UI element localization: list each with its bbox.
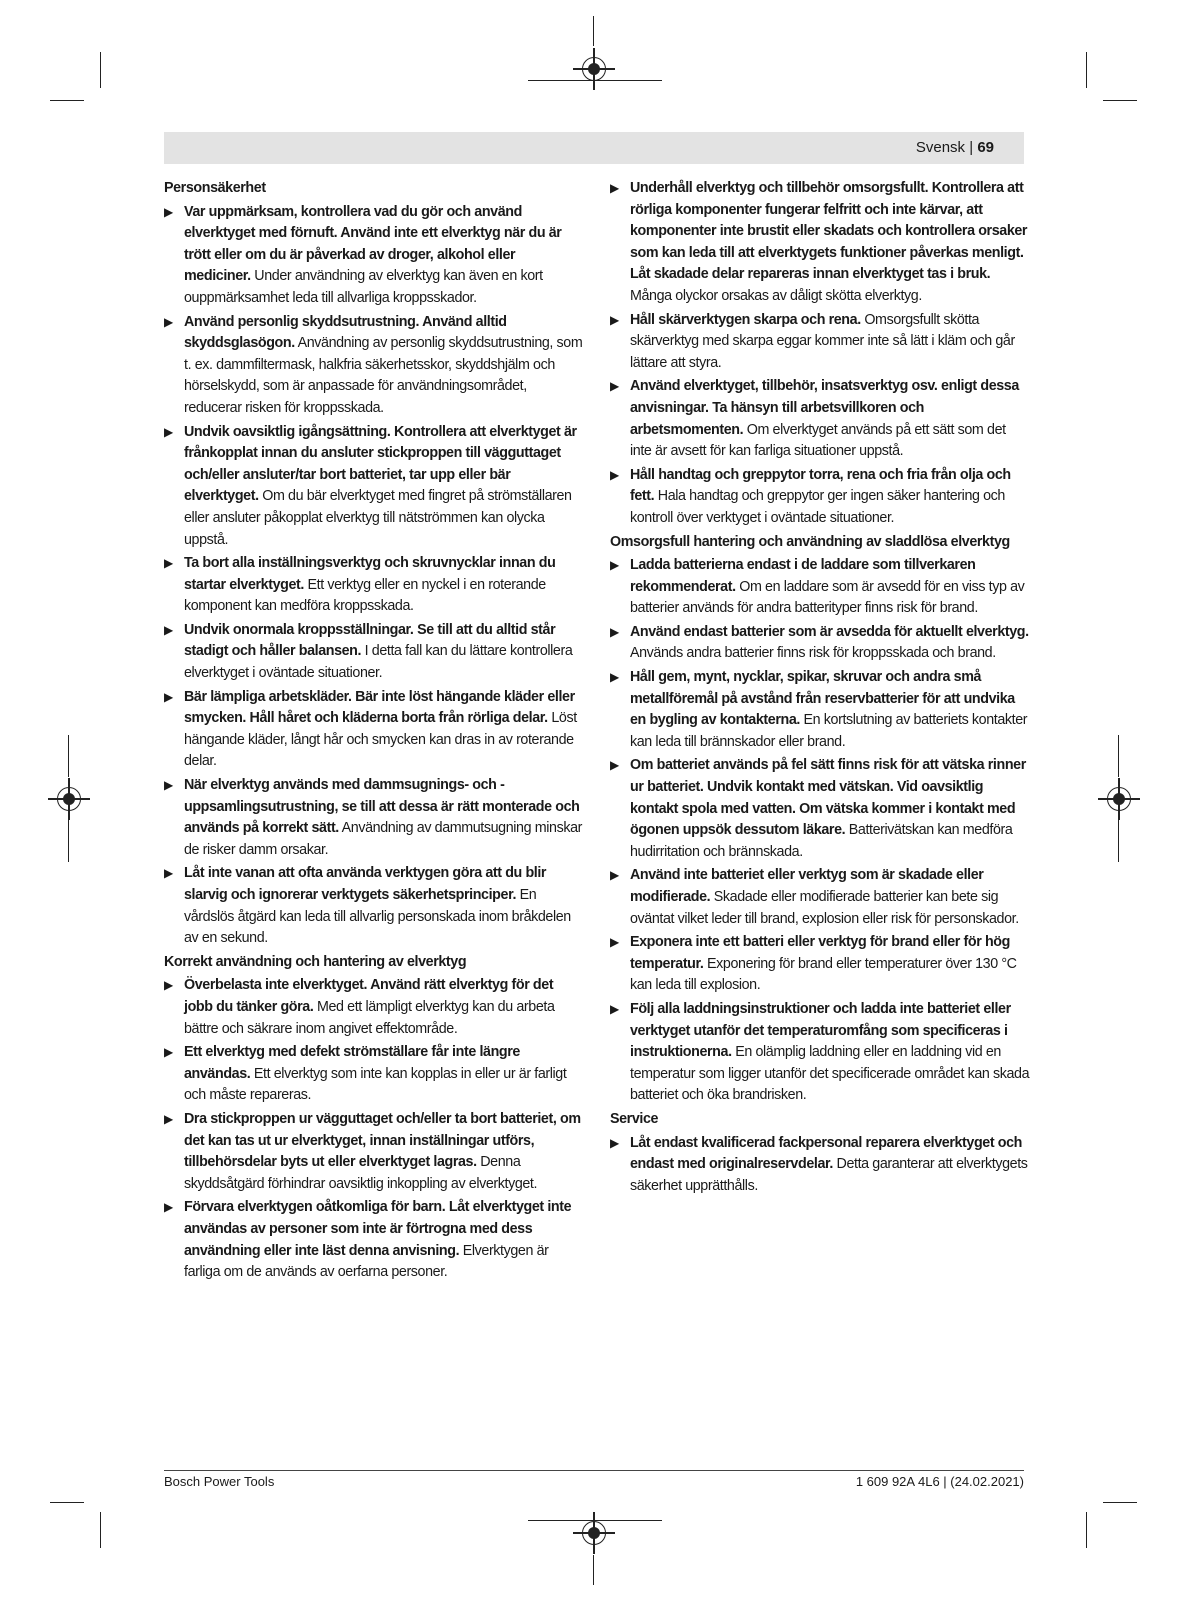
section-heading: Korrekt användning och hantering av elverktyg xyxy=(164,953,467,970)
safety-instruction-item xyxy=(610,622,1030,665)
bullet-triangle-icon: ▶ xyxy=(164,204,173,219)
crop-mark xyxy=(593,1555,594,1585)
page-number: 69 xyxy=(977,139,994,156)
instruction-bold-text: Om batteriet används på fel sätt finns risk för att vätska rinner ur batteriet. Undvik kontakt med vätskan. Vid oavsiktlig kontakt spola med vatten. Om vätska kommer i kontakt med ögonen uppsök dessutom läkare. xyxy=(630,757,1026,839)
instruction-explanation-text: Exponering för brand eller temperaturer över 130 °C kan leda till explosion. xyxy=(630,955,1017,994)
crop-mark xyxy=(593,16,594,46)
instruction-bold-text: När elverktyg används med dammsugnings- och -uppsamlingsutrustning, se till att dessa är rätt monterade och används på korrekt sätt. xyxy=(184,777,580,837)
safety-instruction-item xyxy=(164,312,584,420)
crop-mark xyxy=(1103,100,1137,101)
instruction-explanation-text: Med ett lämpligt elverktyg kan du arbeta bättre och säkrare inom angivet effektområde. xyxy=(184,998,555,1037)
crop-mark xyxy=(100,1512,101,1548)
safety-instruction-item xyxy=(610,667,1030,753)
bullet-triangle-icon: ▶ xyxy=(164,424,173,439)
bullet-triangle-icon: ▶ xyxy=(610,1001,619,1016)
bullet-triangle-icon: ▶ xyxy=(610,758,619,773)
instruction-explanation-text: Elverktygen är farliga om de används av oerfarna personer. xyxy=(184,1242,549,1281)
bullet-triangle-icon: ▶ xyxy=(610,935,619,950)
bullet-triangle-icon: ▶ xyxy=(164,1111,173,1126)
instruction-explanation-text: Löst hängande kläder, långt hår och smycken kan dras in av roterande delar. xyxy=(184,710,577,770)
bullet-triangle-icon: ▶ xyxy=(610,558,619,573)
instruction-bold-text: Håll handtag och greppytor torra, rena och fria från olja och fett. xyxy=(630,466,1011,505)
instruction-bold-text: Exponera inte ett batteri eller verktyg för brand eller för hög temperatur. xyxy=(630,934,1010,972)
instruction-explanation-text: Många olyckor orsakas av dåligt skötta elverktyg. xyxy=(630,287,922,304)
instruction-explanation-text: Denna skyddsåtgärd förhindrar oavsiktlig inkoppling av elverktyget. xyxy=(184,1154,538,1192)
instruction-bold-text: Använd personlig skyddsutrustning. Använd alltid skyddsglasögon. xyxy=(184,313,507,352)
instruction-bold-text: Ta bort alla inställningsverktyg och skruvnycklar innan du startar elverktyget. xyxy=(184,555,556,593)
instruction-bold-text: Bär lämpliga arbetskläder. Bär inte löst hängande kläder eller smycken. Håll håret och kläderna borta från rörliga delar. xyxy=(184,688,575,727)
bullet-triangle-icon: ▶ xyxy=(610,624,619,639)
instruction-explanation-text: Omsorgsfullt skötta skärverktyg med skarpa eggar kommer inte så lätt i kläm och går lättare att styra. xyxy=(630,311,1015,371)
instruction-explanation-text: En kortslutning av batteriets kontakter kan leda till brännskador eller brand. xyxy=(630,712,1028,750)
instruction-explanation-text: Om du bär elverktyget med fingret på strömställaren eller ansluter påkopplat elverktyg till nätströmmen kan olycka uppstå. xyxy=(184,488,572,548)
crop-mark xyxy=(50,100,84,101)
safety-instruction-item xyxy=(610,376,1030,462)
instruction-bold-text: Håll gem, mynt, nycklar, spikar, skruvar och andra små metallföremål på avstånd från reservbatterier för att undvika en bygling av kontakterna. xyxy=(630,669,1015,729)
instruction-explanation-text: Användning av dammutsugning minskar de risker damm orsakar. xyxy=(184,820,582,858)
instruction-bold-text: Följ alla laddningsinstruktioner och ladda inte batteriet eller verktyget utanför det temperaturomfång som specificeras i instruktionerna. xyxy=(630,1000,1011,1061)
instruction-bold-text: Använd endast batterier som är avsedda för aktuellt elverktyg. xyxy=(630,623,1029,640)
safety-instruction-item xyxy=(610,178,1030,308)
bullet-triangle-icon: ▶ xyxy=(164,689,173,704)
safety-instruction-item xyxy=(610,755,1030,863)
instruction-explanation-text: Ett elverktyg som inte kan kopplas in eller ur är farligt och måste repareras. xyxy=(184,1065,567,1104)
header-separator: | xyxy=(969,139,974,156)
crop-mark xyxy=(100,52,101,88)
section-heading: Service xyxy=(610,1110,659,1127)
footer-document-id: 1 609 92A 4L6 | (24.02.2021) xyxy=(855,1474,1024,1489)
instruction-explanation-text: I detta fall kan du lättare kontrollera elverktyget i oväntade situationer. xyxy=(184,643,573,682)
bullet-triangle-icon: ▶ xyxy=(164,556,173,571)
right-column xyxy=(610,178,1030,1199)
left-column xyxy=(164,178,584,1286)
instruction-bold-text: Ett elverktyg med defekt strömställare får inte längre användas. xyxy=(184,1044,520,1082)
instruction-explanation-text: En vårdslös åtgärd kan leda till allvarlig personskada inom bråkdelen av en sekund. xyxy=(184,887,571,947)
instruction-explanation-text: Om elverktyget används på ett sätt som det inte är avsett för kan farliga situationer uppstå. xyxy=(630,421,1006,460)
header-text xyxy=(916,139,994,156)
safety-instruction-item xyxy=(610,1133,1030,1198)
crop-mark xyxy=(1086,52,1087,88)
header-language: Svensk xyxy=(915,139,966,156)
instruction-explanation-text: Batterivätskan kan medföra hudirritation och brännskada. xyxy=(630,822,1013,860)
instruction-explanation-text: Användning av personlig skyddsutrustning, som t. ex. dammfiltermask, halkfria säkerhetsskor, skyddshjälm och hörselskydd, som är anpassade för användningsområdet, reducerar risken för kroppsskada. xyxy=(184,335,583,416)
safety-instruction-item xyxy=(164,775,584,861)
instruction-bold-text: Förvara elverktygen oåtkomliga för barn. Låt elverktyget inte användas av personer som inte är förtrogna med dess användning eller inte läst denna anvisning. xyxy=(184,1199,572,1259)
instruction-explanation-text: Hala handtag och greppytor ger ingen säker hantering och kontroll över verktyget i oväntade situationer. xyxy=(630,488,1005,526)
safety-instruction-item xyxy=(610,310,1030,375)
bullet-triangle-icon: ▶ xyxy=(164,778,173,793)
footer-publisher: Bosch Power Tools xyxy=(164,1474,275,1489)
instruction-bold-text: Undvik onormala kroppsställningar. Se till att du alltid står stadigt och håller balansen. xyxy=(184,621,556,660)
safety-instruction-item xyxy=(164,620,584,685)
instruction-explanation-text: En olämplig laddning eller en laddning vid en temperatur som ligger utanför det specificerade området kan skada batteriet och öka brandrisken. xyxy=(630,1044,1030,1104)
crop-mark xyxy=(68,820,69,862)
safety-instruction-item xyxy=(164,553,584,618)
bullet-triangle-icon: ▶ xyxy=(164,978,173,993)
bullet-triangle-icon: ▶ xyxy=(164,1200,173,1215)
bullet-triangle-icon: ▶ xyxy=(610,181,619,195)
safety-instruction-item xyxy=(164,422,584,552)
section-heading: Personsäkerhet xyxy=(164,180,266,196)
bullet-triangle-icon: ▶ xyxy=(610,1135,619,1150)
instruction-explanation-text: Om en laddare som är avsedd för en viss typ av batterier används för andra batterityper finns risk för brand. xyxy=(630,578,1025,617)
registration-mark-icon xyxy=(1107,787,1131,811)
instruction-explanation-text: Detta garanterar att elverktygets säkerhet upprätthålls. xyxy=(630,1156,1028,1194)
crop-mark xyxy=(1086,1512,1087,1548)
safety-instruction-item xyxy=(164,1042,584,1107)
crop-mark xyxy=(68,735,69,777)
crop-mark xyxy=(1118,735,1119,777)
safety-instruction-item xyxy=(610,465,1030,530)
instruction-explanation-text: Används andra batterier finns risk för kroppsskada och brand. xyxy=(630,645,996,662)
crop-mark xyxy=(50,1502,84,1503)
bullet-triangle-icon: ▶ xyxy=(610,868,619,883)
registration-mark-icon xyxy=(582,57,606,81)
instruction-explanation-text: Ett verktyg eller en nyckel i en roterande komponent kan medföra kroppsskada. xyxy=(184,576,546,615)
footer-divider xyxy=(164,1470,1024,1471)
instruction-bold-text: Ladda batterierna endast i de laddare som tillverkaren rekommenderat. xyxy=(630,557,976,595)
safety-instruction-item xyxy=(610,555,1030,620)
crop-mark xyxy=(1118,820,1119,862)
safety-instruction-item xyxy=(164,687,584,773)
safety-instruction-item xyxy=(610,999,1030,1107)
safety-instruction-item xyxy=(164,202,584,310)
instruction-bold-text: Var uppmärksam, kontrollera vad du gör och använd elverktyget med förnuft. Använd inte ett elverktyg när du är trött eller om du är påverkad av droger, alkohol eller mediciner. xyxy=(184,203,562,285)
registration-mark-icon xyxy=(582,1521,606,1545)
instruction-bold-text: Låt inte vanan att ofta använda verktygen göra att du blir slarvig och ignorerar verktygets säkerhetsprinciper. xyxy=(184,865,547,903)
safety-instruction-item xyxy=(164,1109,584,1195)
safety-instruction-item xyxy=(610,932,1030,997)
page-header xyxy=(164,132,1024,164)
instruction-bold-text: Använd inte batteriet eller verktyg som är skadade eller modifierade. xyxy=(630,867,984,905)
bullet-triangle-icon: ▶ xyxy=(164,622,173,637)
crop-mark xyxy=(1103,1502,1137,1503)
instruction-bold-text: Håll skärverktygen skarpa och rena. xyxy=(630,311,861,328)
bullet-triangle-icon: ▶ xyxy=(164,866,173,881)
section-heading: Omsorgsfull hantering och användning av sladdlösa elverktyg xyxy=(610,533,1010,550)
safety-instruction-item xyxy=(164,1197,584,1283)
instruction-explanation-text: Skadade eller modifierade batterier kan bete sig oväntat vilket leder till brand, explosion eller risk för personskador. xyxy=(630,889,1019,927)
bullet-triangle-icon: ▶ xyxy=(164,1045,173,1060)
bullet-triangle-icon: ▶ xyxy=(610,670,619,685)
instruction-bold-text: Överbelasta inte elverktyget. Använd rätt elverktyg för det jobb du tänker göra. xyxy=(184,977,554,1015)
registration-mark-icon xyxy=(57,787,81,811)
instruction-explanation-text: Under användning av elverktyg kan även en kort ouppmärksamhet leda till allvarliga kroppsskador. xyxy=(184,268,543,306)
instruction-bold-text: Dra stickproppen ur vägguttaget och/eller ta bort batteriet, om det kan tas ut ur elverktyget, innan inställningar utförs, tillbehörsdelar byts ut eller elverktyget lagras. xyxy=(184,1110,581,1171)
bullet-triangle-icon: ▶ xyxy=(610,379,619,394)
bullet-triangle-icon: ▶ xyxy=(610,312,619,327)
instruction-bold-text: Låt endast kvalificerad fackpersonal reparera elverktyget och endast med originalreservdelar. xyxy=(630,1134,1022,1173)
instruction-bold-text: Använd elverktyget, tillbehör, insatsverktyg osv. enligt dessa anvisningar. Ta hänsyn till arbetsvillkoren och arbetsmomenten. xyxy=(630,378,1019,438)
instruction-bold-text: Undvik oavsiktlig igångsättning. Kontrollera att elverktyget är frånkopplat innan du ansluter stickproppen till vägguttaget och/eller ansluter/tar bort batteriet, tar upp eller bär elverktyget. xyxy=(184,423,577,505)
safety-instruction-item xyxy=(610,865,1030,930)
instruction-bold-text: Underhåll elverktyg och tillbehör omsorgsfullt. Kontrollera att rörliga komponenter fungerar felfritt och inte kärvar, att komponenter inte brustit eller skadats och kontrollera orsaker som kan leda till att elverktygets funktioner påverkas menligt. Låt skadade delar repareras innan elverktyget tas i bruk. xyxy=(630,180,1028,283)
safety-instruction-item xyxy=(164,863,584,949)
bullet-triangle-icon: ▶ xyxy=(610,467,619,482)
safety-instruction-item xyxy=(164,975,584,1040)
bullet-triangle-icon: ▶ xyxy=(164,314,173,329)
